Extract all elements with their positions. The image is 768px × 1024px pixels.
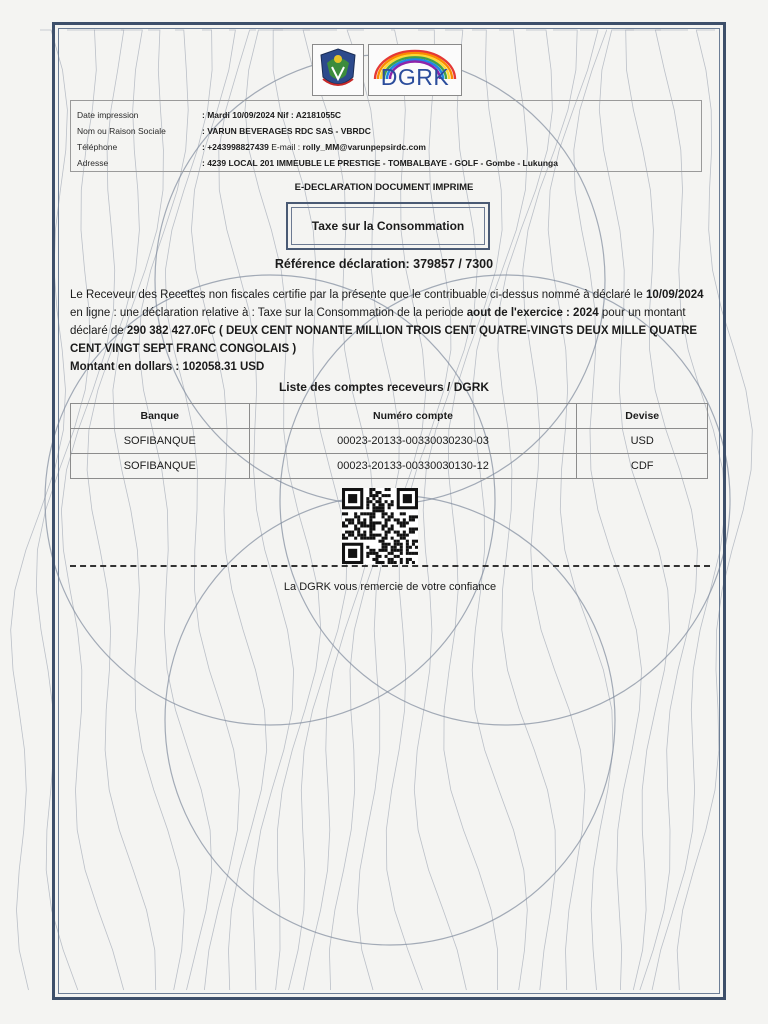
qr-module <box>391 515 394 518</box>
qr-module <box>351 518 354 521</box>
qr-module <box>363 534 366 537</box>
qr-module <box>394 555 397 558</box>
qr-module <box>382 561 385 564</box>
qr-module <box>400 512 403 515</box>
info-row-phone: Téléphone : +243998827439 E-mail : rolly_MM@varunpepsirdc.com <box>77 142 426 152</box>
qr-module <box>385 543 388 546</box>
qr-module <box>406 534 409 537</box>
qr-module <box>400 546 403 549</box>
qr-module <box>406 558 409 561</box>
qr-module <box>394 549 397 552</box>
qr-module <box>369 494 372 497</box>
qr-module <box>385 488 388 491</box>
header-logos <box>312 44 462 98</box>
table-row: SOFIBANQUE 00023-20133-00330030230-03 USD <box>71 429 708 454</box>
qr-module <box>400 534 403 537</box>
qr-module <box>360 524 363 527</box>
qr-module <box>388 528 391 531</box>
qr-module <box>357 521 360 524</box>
tax-name-box <box>286 202 490 250</box>
qr-module <box>366 506 369 509</box>
qr-module <box>378 540 381 543</box>
qr-module <box>345 524 348 527</box>
qr-module <box>412 540 415 543</box>
qr-module <box>385 546 388 549</box>
qr-module <box>378 549 381 552</box>
qr-module <box>388 543 391 546</box>
qr-module <box>394 531 397 534</box>
qr-module <box>369 491 372 494</box>
qr-module <box>372 552 375 555</box>
qr-module <box>366 512 369 515</box>
qr-module <box>348 549 357 558</box>
qr-module <box>394 543 397 546</box>
qr-module <box>372 549 375 552</box>
qr-module <box>372 537 375 540</box>
qr-module <box>378 500 381 503</box>
qr-module <box>397 531 400 534</box>
qr-module <box>397 555 400 558</box>
qr-module <box>409 515 412 518</box>
qr-module <box>394 546 397 549</box>
qr-module <box>372 521 375 524</box>
qr-module <box>369 524 372 527</box>
qr-module <box>354 528 357 531</box>
qr-module <box>382 543 385 546</box>
qr-module <box>378 534 381 537</box>
qr-module <box>397 518 400 521</box>
certification-paragraph: Le Receveur des Recettes non fiscales certifie par la présente que le contribuable ci-dessus nommé à déclaré le 10/09/2024 en ligne : une déclaration relative à : Taxe sur la Consommation de la periode aout de l'exercice : 2024 pour un montant déclaré de 290 382 427.0FC ( DEUX CENT NONANTE MILLION TROIS CENT QUATRE-VINGTS DEUX MILLE QUATRE CENT VINGT SEPT FRANC CONGOLAIS ) Montant en dollars : 102058.31 USD <box>70 289 704 373</box>
dgrk-logo <box>368 44 462 96</box>
qr-module <box>378 491 381 494</box>
qr-module <box>388 561 391 564</box>
qr-module <box>348 534 351 537</box>
qr-module <box>385 524 388 527</box>
qr-module <box>378 561 381 564</box>
qr-module <box>415 546 418 549</box>
tax-name: Taxe sur la Consommation <box>291 207 485 245</box>
qr-module <box>412 561 415 564</box>
qr-module <box>403 494 412 503</box>
qr-module <box>369 518 372 521</box>
qr-module <box>357 518 360 521</box>
qr-module <box>403 524 406 527</box>
qr-module <box>372 512 375 515</box>
qr-module <box>342 521 345 524</box>
qr-module <box>382 512 385 515</box>
qr-module <box>372 494 375 497</box>
qr-module <box>400 537 403 540</box>
qr-module <box>375 561 378 564</box>
qr-module <box>388 488 391 491</box>
qr-module <box>400 552 403 555</box>
qr-module <box>369 552 372 555</box>
qr-module <box>369 549 372 552</box>
qr-module <box>382 494 385 497</box>
qr-module <box>415 540 418 543</box>
qr-module <box>348 494 357 503</box>
qr-module <box>372 506 375 509</box>
qr-module <box>363 521 366 524</box>
qr-module <box>345 537 348 540</box>
qr-module <box>385 555 388 558</box>
qr-module <box>357 528 360 531</box>
amount-usd: Montant en dollars : 102058.31 USD <box>70 361 265 373</box>
qr-module <box>366 555 369 558</box>
qr-module <box>385 549 388 552</box>
qr-module <box>360 521 363 524</box>
qr-module <box>382 537 385 540</box>
qr-module <box>372 503 375 506</box>
document-heading: E-DECLARATION DOCUMENT IMPRIME <box>294 182 474 193</box>
qr-module <box>382 509 385 512</box>
qr-module <box>385 534 388 537</box>
qr-module <box>400 521 403 524</box>
accounts-table <box>70 403 708 479</box>
info-row-name: Nom ou Raison Sociale : VARUN BEVERAGES RDC SAS - VBRDC <box>77 126 371 136</box>
qr-module <box>348 518 351 521</box>
qr-module <box>388 558 391 561</box>
qr-module <box>351 521 354 524</box>
qr-module <box>406 540 409 543</box>
qr-module <box>403 521 406 524</box>
declared-amount: 290 382 427.0FC ( DEUX CENT NONANTE MILLION TROIS CENT QUATRE-VINGTS DEUX MILLE QUATRE CENT VINGT SEPT FRANC CONGOLAIS ) <box>70 325 698 355</box>
qr-module <box>375 491 378 494</box>
qr-module <box>366 500 369 503</box>
qr-module <box>372 488 375 491</box>
qr-module <box>372 534 375 537</box>
qr-module <box>366 497 369 500</box>
dgrk-brand-text: DGRK <box>380 64 450 90</box>
qr-module <box>406 561 409 564</box>
qr-module <box>363 518 366 521</box>
col-currency: Devise <box>577 404 708 429</box>
qr-module <box>415 528 418 531</box>
qr-module <box>354 512 357 515</box>
qr-module <box>382 540 385 543</box>
qr-module <box>388 506 391 509</box>
qr-module <box>397 540 400 543</box>
qr-module <box>378 521 381 524</box>
qr-module <box>348 531 351 534</box>
qr-module <box>363 524 366 527</box>
qr-module <box>412 531 415 534</box>
qr-module <box>357 531 360 534</box>
qr-module <box>391 561 394 564</box>
qr-module <box>348 521 351 524</box>
qr-module <box>382 546 385 549</box>
qr-module <box>372 558 375 561</box>
col-bank: Banque <box>71 404 250 429</box>
qr-module <box>403 537 406 540</box>
qr-module <box>369 528 372 531</box>
qr-module <box>351 534 354 537</box>
qr-module <box>366 552 369 555</box>
qr-module <box>382 506 385 509</box>
qr-module <box>363 512 366 515</box>
qr-module <box>354 515 357 518</box>
qr-module <box>409 531 412 534</box>
qr-module <box>366 503 369 506</box>
dgrk-seal-icon <box>312 44 364 96</box>
email-value: rolly_MM@varunpepsirdc.com <box>302 142 426 152</box>
qr-module <box>382 503 385 506</box>
qr-module <box>403 531 406 534</box>
qr-module <box>378 503 381 506</box>
qr-module <box>382 524 385 527</box>
cut-line-divider <box>70 565 710 567</box>
qr-module <box>375 534 378 537</box>
qr-module <box>412 552 415 555</box>
qr-module <box>366 524 369 527</box>
qr-module <box>363 531 366 534</box>
qr-module <box>406 521 409 524</box>
qr-module <box>363 537 366 540</box>
declaration-period: aout de l'exercice : 2024 <box>466 307 599 319</box>
qr-module <box>397 543 400 546</box>
qr-module <box>403 518 406 521</box>
qr-module <box>385 531 388 534</box>
qr-module <box>415 515 418 518</box>
qr-module <box>391 549 394 552</box>
qr-module <box>394 518 397 521</box>
qr-module <box>409 552 412 555</box>
qr-module <box>391 537 394 540</box>
qr-module <box>369 488 372 491</box>
table-header-row <box>71 404 708 429</box>
qr-module <box>360 534 363 537</box>
qr-module <box>375 552 378 555</box>
qr-module <box>345 518 348 521</box>
qr-module <box>369 534 372 537</box>
qr-module <box>378 555 381 558</box>
qr-module <box>366 546 369 549</box>
qr-module <box>385 494 388 497</box>
qr-module <box>372 528 375 531</box>
qr-module <box>391 524 394 527</box>
qr-module <box>391 500 394 503</box>
qr-module <box>375 558 378 561</box>
qr-module <box>369 531 372 534</box>
qr-module <box>372 509 375 512</box>
qr-module <box>375 506 378 509</box>
qr-module <box>375 494 378 497</box>
qr-module <box>394 561 397 564</box>
qr-module <box>406 543 409 546</box>
qr-module <box>385 512 388 515</box>
qr-module <box>372 497 375 500</box>
qr-module <box>360 537 363 540</box>
qr-module <box>366 537 369 540</box>
qr-module <box>400 558 403 561</box>
qr-module <box>394 540 397 543</box>
qr-module <box>369 537 372 540</box>
qr-module <box>391 552 394 555</box>
qr-module <box>400 561 403 564</box>
qr-module <box>351 531 354 534</box>
qr-module <box>412 515 415 518</box>
qr-module <box>342 534 345 537</box>
qr-module <box>391 546 394 549</box>
qr-module <box>412 543 415 546</box>
qr-module <box>342 512 345 515</box>
qr-module <box>382 549 385 552</box>
qr-module <box>388 531 391 534</box>
qr-module <box>375 500 378 503</box>
qr-module <box>388 503 391 506</box>
qr-module <box>375 509 378 512</box>
qr-module <box>372 515 375 518</box>
qr-module <box>397 549 400 552</box>
qr-module <box>388 518 391 521</box>
qr-module <box>369 521 372 524</box>
qr-module <box>385 500 388 503</box>
table-row: SOFIBANQUE 00023-20133-00330030130-12 CDF <box>71 454 708 479</box>
qr-module <box>403 534 406 537</box>
qr-module <box>345 512 348 515</box>
qr-module <box>369 515 372 518</box>
qr-module <box>412 528 415 531</box>
qr-module <box>369 500 372 503</box>
qr-module <box>406 546 409 549</box>
qr-module <box>388 515 391 518</box>
qr-module <box>385 537 388 540</box>
col-account-number: Numéro compte <box>249 404 577 429</box>
qr-module <box>354 524 357 527</box>
declaration-date: 10/09/2024 <box>645 289 704 301</box>
qr-module <box>357 534 360 537</box>
info-row-address: Adresse : 4239 LOCAL 201 IMMEUBLE LE PRESTIGE - TOMBALBAYE - GOLF - Gombe - Lukunga <box>77 158 558 168</box>
qr-module <box>342 524 345 527</box>
qr-module <box>391 503 394 506</box>
qr-module <box>357 515 360 518</box>
qr-module <box>400 524 403 527</box>
qr-module <box>403 512 406 515</box>
qr-module <box>397 521 400 524</box>
qr-code-icon <box>342 488 418 564</box>
qr-module <box>391 528 394 531</box>
info-row-date: Date impression : Mardi 10/09/2024 Nif : A2181055C <box>77 110 342 120</box>
qr-module <box>400 549 403 552</box>
qr-module <box>391 558 394 561</box>
qr-module <box>372 524 375 527</box>
qr-module <box>406 549 409 552</box>
qr-module <box>378 509 381 512</box>
accounts-title: Liste des comptes receveurs / DGRK <box>278 380 490 394</box>
qr-module <box>406 552 409 555</box>
declaration-reference: Référence déclaration: 379857 / 7300 <box>274 257 494 271</box>
qr-module <box>385 521 388 524</box>
thank-you-message: La DGRK vous remercie de votre confiance <box>283 581 497 593</box>
qr-module <box>378 497 381 500</box>
qr-module <box>369 512 372 515</box>
qr-module <box>385 518 388 521</box>
qr-module <box>388 494 391 497</box>
qr-module <box>382 515 385 518</box>
qr-module <box>412 518 415 521</box>
qr-module <box>415 552 418 555</box>
qr-module <box>375 521 378 524</box>
qr-module <box>391 512 394 515</box>
qr-module <box>360 512 363 515</box>
qr-module <box>400 543 403 546</box>
qr-module <box>342 537 345 540</box>
qr-module <box>375 555 378 558</box>
qr-module <box>409 546 412 549</box>
taxpayer-info <box>70 100 702 172</box>
qr-module <box>345 531 348 534</box>
qr-module <box>409 518 412 521</box>
qr-module <box>388 552 391 555</box>
qr-module <box>382 528 385 531</box>
qr-module <box>378 506 381 509</box>
qr-module <box>354 537 357 540</box>
qr-module <box>409 528 412 531</box>
qr-module <box>397 534 400 537</box>
qr-module <box>409 558 412 561</box>
